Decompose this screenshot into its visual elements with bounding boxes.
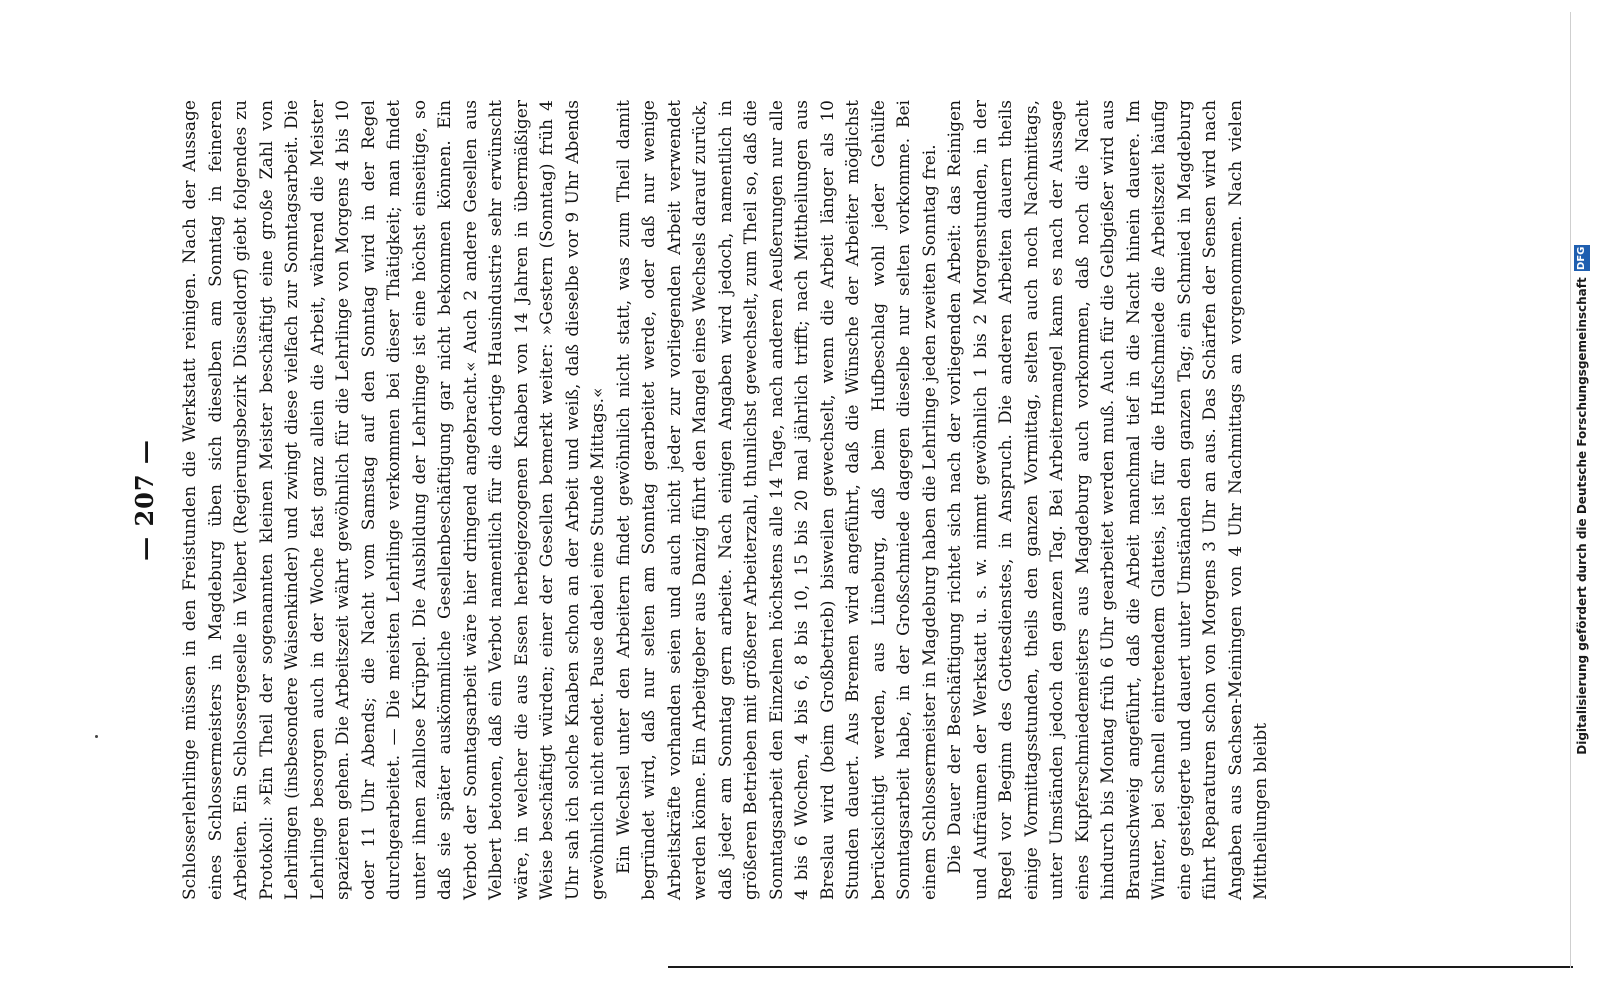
page-edge-rule [668, 966, 1573, 968]
body-text [178, 100, 1275, 900]
paragraph-1: Schlosserlehrlinge müssen in den Freistunden die Werkstatt reinigen. Nach der Aussage eines Schlossermeisters in Magdeburg üben sich dieselben am Sonntag in feineren Arbeiten. Ein Schlossergeselle in Velbert (Regierungsbezirk Düsseldorf) giebt folgendes zu Protokoll: »Ein Theil der sogenannten kleinen Meister beschäftigt eine große Zahl von Lehrlingen (insbesondere Waisenkinder) und zwingt diese vielfach zur Sonntagsarbeit. Die Lehrlinge besorgen auch in der Woche fast ganz allein die Arbeit, während die Meister spazieren gehen. Die Arbeitszeit währt gewöhnlich für die Lehrlinge von Morgens 4 bis 10 oder 11 Uhr Abends; die Nacht vom Samstag auf den Sonntag wird in der Regel durchgearbeitet. — Die meisten Lehrlinge verkommen bei dieser Thätigkeit; man findet unter ihnen zahllose Krüppel. Die Ausbildung der Lehrlinge ist eine höchst einseitige, so daß sie später auskömmliche Gesellenbeschäftigung gar nicht bekommen können. Ein Verbot der Sonntagsarbeit wäre hier dringend angebracht.« Auch 2 andere Gesellen aus Velbert betonen, daß ein Verbot namentlich für die dortige Hausindustrie sehr erwünscht wäre, in welcher die aus Essen herbeigezogenen Knaben von 14 Jahren in übermäßiger Weise beschäftigt würden; einer der Gesellen bemerkt weiter: »Gestern (Sonntag) früh 4 Uhr sah ich solche Knaben schon an der Arbeit und weiß, daß dieselbe vor 9 Uhr Abends gewöhnlich nicht endet. Pause dabei eine Stunde Mittags.« [180, 100, 608, 900]
page-content [128, 100, 1468, 900]
rotated-page [110, 50, 1490, 950]
print-speck [95, 735, 98, 738]
paragraph-2: Ein Wechsel unter den Arbeitern findet gewöhnlich nicht statt, was zum Theil damit begründet wird, daß nur selten am Sonntag gearbeitet werde, oder daß nur wenige Arbeitskräfte vorhanden seien und auch nicht jeder zur vorliegenden Arbeit verwendet werden könne. Ein Arbeitgeber aus Danzig führt den Mangel eines Wechsels darauf zurück, daß jeder am Sonntag gern arbeite. Nach einigen Angaben wird jedoch, namentlich in größeren Betrieben mit größerer Arbeiterzahl, thunlichst gewechselt, zum Theil so, daß die Sonntagsarbeit den Einzelnen höchstens alle 14 Tage, nach anderen Aeußerungen nur alle 4 bis 6 Wochen, 4 bis 6, 8 bis 10, 15 bis 20 mal jährlich trifft; nach Mittheilungen aus Breslau wird (beim Großbetrieb) bisweilen gewechselt, wenn die Arbeit länger als 10 Stunden dauert. Aus Bremen wird angeführt, daß die Wünsche der Arbeiter möglichst berücksichtigt werden, aus Lüneburg, daß beim Hufbeschlag wohl jeder Gehülfe Sonntagsarbeit habe, in der Großschmiede dagegen dieselbe nur selten vorkomme. Bei einem Schlossermeister in Magdeburg haben die Lehrlinge jeden zweiten Sonntag frei. [613, 100, 940, 900]
paragraph-3: Die Dauer der Beschäftigung richtet sich nach der vorliegenden Arbeit: das Reinigen und Aufräumen der Werkstatt u. s. w. nimmt gewöhnlich 1 bis 2 Morgenstunden, in der Regel vor Beginn des Gottesdienstes, in Anspruch. Die anderen Arbeiten dauern theils einige Vormittagsstunden, theils den ganzen Vormittag, selten auch noch Nachmittags, unter Umständen jedoch den ganzen Tag. Bei Arbeitermangel kann es nach der Aussage eines Kupferschmiedemeisters aus Magdeburg auch vorkommen, daß noch die Nacht hindurch bis Montag früh 6 Uhr gearbeitet werden muß. Auch für die Gelbgießer wird aus Braunschweig angeführt, daß die Arbeit manchmal tief in die Nacht hinein dauere. Im Winter, bei schnell eintretendem Glatteis, ist für die Hufschmiede die Arbeitszeit häufig eine gesteigerte und dauert unter Umständen den ganzen Tag; ein Schmied in Magdeburg führt Reparaturen schon von Morgens 3 Uhr an aus. Das Schärfen der Sensen wird nach Angaben aus Sachsen-Meiningen von 4 Uhr Nachmittags an vorgenommen. Nach vielen Mittheilungen bleibt [945, 100, 1271, 900]
digitization-notice [1571, 20, 1593, 980]
digitization-notice-text: Digitalisierung gefördert durch die Deutsche Forschungsgemeinschaft [1575, 277, 1589, 755]
page-number: — 207 — [130, 439, 159, 561]
dfg-logo-icon: DFG [1574, 245, 1590, 271]
